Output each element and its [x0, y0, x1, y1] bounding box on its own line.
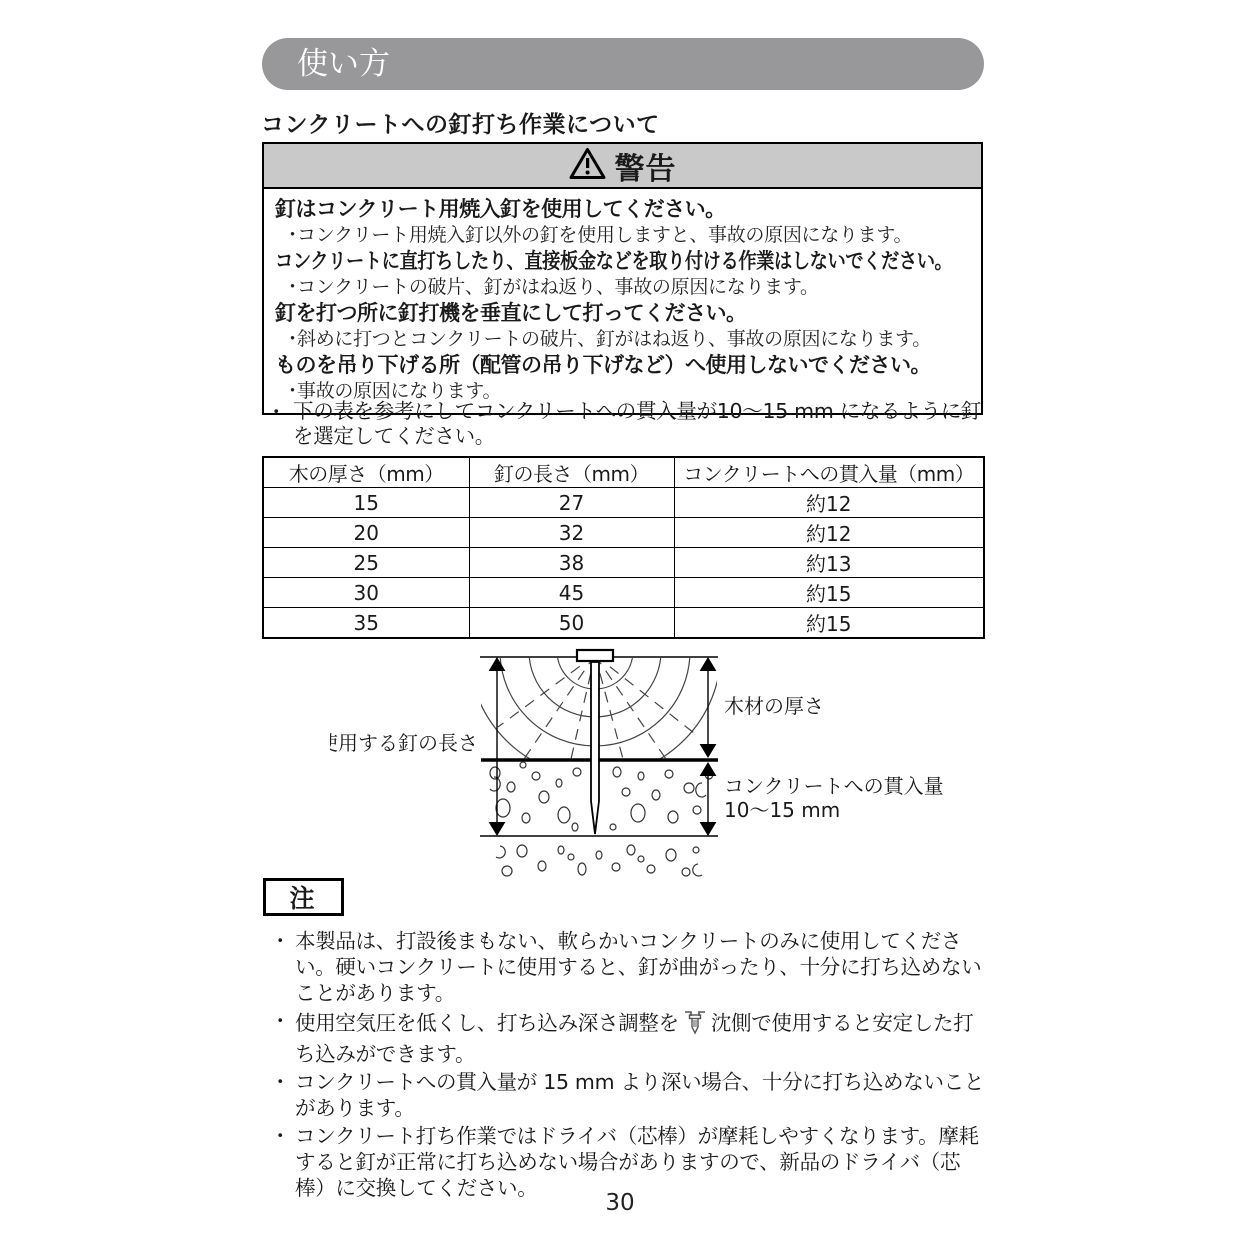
bullet: ・: [270, 1009, 291, 1033]
note-item: ・ 使用空気圧を低くし、打ち込み深さ調整を 沈側で使用すると安定した打ち込みができます。: [270, 1009, 974, 1066]
note-item: ・ コンクリート打ち作業ではドライバ（芯棒）が摩耗しやすくなります。摩耗すると釘が正常に打ち込めない場合がありますので、新品のドライバ（芯棒）に交換してください。: [270, 1124, 979, 1200]
label-penetration-2: 10～15 mm: [724, 798, 841, 822]
nail-graphic: [577, 650, 613, 834]
note-item: ・ コンクリートへの貫入量が 15 mm より深い場合、十分に打ち込めないことがあります。: [270, 1070, 985, 1120]
warning-statement: 釘はコンクリート用焼入釘を使用してください。: [275, 197, 726, 221]
table-row: 15 27 約12: [263, 488, 984, 518]
notes-list: [268, 928, 987, 1203]
warning-box: [262, 142, 983, 415]
table-row: 25 38 約13: [263, 548, 984, 578]
note-box-label: 注: [263, 878, 344, 916]
warning-statement: 釘を打つ所に釘打機を垂直にして打ってください。: [275, 301, 747, 325]
warning-triangle-icon: [569, 147, 606, 184]
warning-detail: ・ 斜めに打つとコンクリートの破片、釘がはね返り、事故の原因になります。: [275, 327, 975, 352]
table-header-row: [263, 457, 984, 488]
page-title: 使い方: [262, 38, 984, 90]
warning-body: [264, 189, 981, 413]
label-wood-thickness: 木材の厚さ: [724, 694, 824, 718]
bullet: ・: [283, 276, 303, 298]
page-number: 30: [605, 1190, 635, 1216]
bullet: ・: [283, 380, 303, 402]
warning-detail: ・ コンクリートの破片、釘がはね返り、事故の原因になります。: [275, 275, 975, 300]
table-row: 20 32 約12: [263, 518, 984, 548]
label-penetration-1: コンクリートへの貫入量: [724, 774, 944, 798]
section-heading: コンクリートへの釘打ち作業について: [261, 112, 660, 138]
intro-note: ・ 下の表を参考にしてコンクリートへの貫入量が10～15 mm になるように釘を選定してください。: [266, 399, 982, 448]
warning-statement: コンクリートに直打ちしたり、直接板金などを取り付ける作業はしないでください。: [275, 249, 953, 273]
col-header-wood-thickness: 木の厚さ（mm）: [263, 457, 469, 488]
warning-detail: ・ コンクリート用焼入釘以外の釘を使用しますと、事故の原因になります。: [275, 223, 975, 248]
nail-penetration-diagram: [330, 645, 980, 885]
label-nail-length: 使用する釘の長さ: [330, 731, 478, 755]
concrete-aggregate: [490, 762, 713, 876]
warning-title: 警告: [614, 151, 677, 187]
bullet: ・: [270, 1070, 291, 1094]
bullet: ・: [270, 929, 291, 953]
warning-header: [264, 144, 981, 189]
table-row: 35 50 約15: [263, 608, 984, 639]
table-row: 30 45 約15: [263, 578, 984, 608]
bullet: ・: [270, 1124, 291, 1148]
bullet: ・: [283, 328, 303, 350]
warning-statement: ものを吊り下げる所（配管の吊り下げなど）へ使用しないでください。: [275, 353, 931, 377]
bullet: ・: [283, 224, 303, 246]
nail-selection-table: [262, 456, 985, 639]
col-header-nail-length: 釘の長さ（mm）: [469, 457, 674, 488]
col-header-penetration: コンクリートへの貫入量（mm）: [674, 457, 984, 488]
nail-deep-drive-icon: [684, 1008, 706, 1041]
bullet: ・: [266, 400, 287, 424]
warning-detail: ・ 事故の原因になります。: [275, 379, 975, 404]
note-item: ・ 本製品は、打設後まもない、軟らかいコンクリートのみに使用してください。硬いコンクリートに使用すると、釘が曲がったり、十分に打ち込めないことがあります。: [270, 929, 982, 1005]
